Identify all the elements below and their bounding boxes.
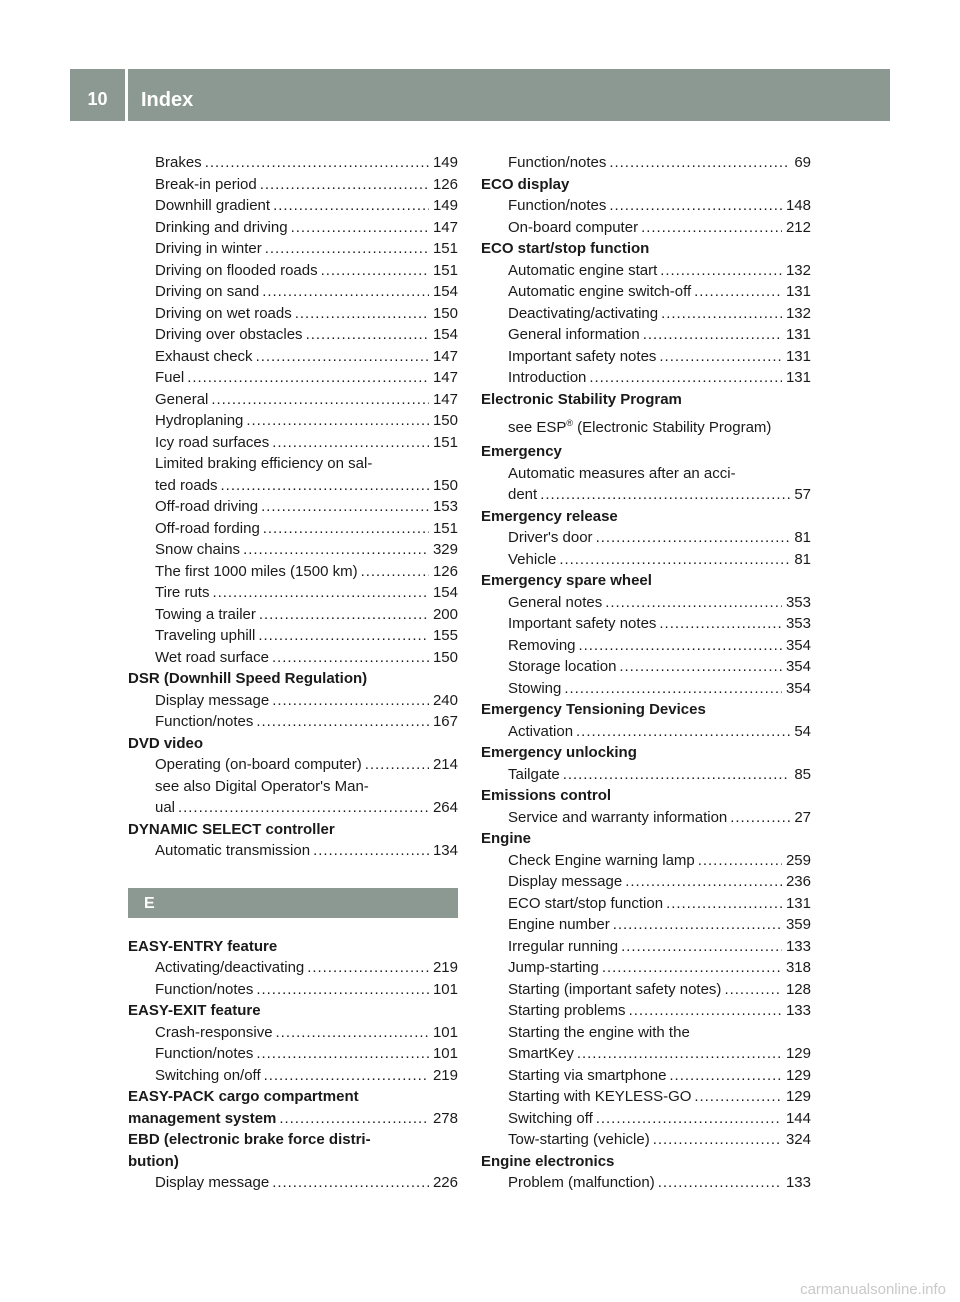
page-ref: 147 bbox=[432, 218, 458, 236]
index-subentry bbox=[481, 721, 811, 743]
entry-label: Fuel bbox=[155, 369, 185, 386]
index-group bbox=[481, 195, 811, 238]
page-ref: 147 bbox=[432, 347, 458, 365]
entry-label: Automatic transmission bbox=[155, 842, 311, 859]
entry-label: Problem (malfunction) bbox=[508, 1174, 655, 1191]
page-ref: 101 bbox=[432, 980, 458, 998]
entry-label: Downhill gradient bbox=[155, 197, 271, 214]
entry-label: SmartKey bbox=[508, 1045, 574, 1062]
page-ref: 131 bbox=[785, 283, 811, 300]
page-ref: 324 bbox=[785, 1131, 811, 1148]
entry-label: Crash-responsive bbox=[155, 1023, 273, 1041]
index-heading: Emergency release bbox=[481, 507, 618, 525]
page-ref: 151 bbox=[432, 433, 458, 451]
index-subentry bbox=[481, 764, 811, 786]
entry-label: General bbox=[155, 390, 209, 408]
index-subentry bbox=[128, 711, 458, 733]
page-ref: 353 bbox=[785, 615, 811, 632]
entry-label: Traveling uphill bbox=[155, 627, 256, 644]
entry-label: Function/notes bbox=[155, 713, 254, 730]
index-heading: Emergency bbox=[481, 443, 562, 460]
page-ref: 264 bbox=[432, 799, 458, 816]
index-see-reference: see ESP® (Electronic Stability Program) bbox=[508, 418, 772, 436]
page-ref: 129 bbox=[785, 1066, 811, 1084]
letter-divider: E bbox=[128, 888, 458, 918]
index-subentry bbox=[481, 527, 811, 549]
entry-label: Engine number bbox=[508, 916, 610, 933]
page-ref: 129 bbox=[785, 1045, 811, 1062]
page-ref: 167 bbox=[432, 713, 458, 730]
page-ref: 226 bbox=[432, 1174, 458, 1191]
page-ref: 154 bbox=[432, 584, 458, 601]
index-subentry bbox=[481, 1000, 811, 1022]
index-subentry bbox=[128, 217, 458, 239]
page-ref: 354 bbox=[785, 636, 811, 654]
page-ref: 154 bbox=[432, 326, 458, 343]
page-ref: 131 bbox=[785, 894, 811, 912]
page-ref: 144 bbox=[785, 1109, 811, 1127]
index-subentry bbox=[128, 152, 458, 174]
index-group bbox=[481, 764, 811, 786]
page-ref: 154 bbox=[432, 283, 458, 300]
index-group bbox=[128, 1022, 458, 1087]
entry-label: dent bbox=[508, 486, 538, 503]
entry-label: Starting with KEYLESS-GO bbox=[508, 1088, 692, 1105]
page-ref: 131 bbox=[785, 369, 811, 386]
index-subentry bbox=[481, 281, 811, 303]
entry-label: Check Engine warning lamp bbox=[508, 851, 695, 869]
page-ref: 148 bbox=[785, 197, 811, 214]
page-ref: 133 bbox=[785, 1002, 811, 1019]
index-heading: DSR (Downhill Speed Regulation) bbox=[128, 670, 368, 687]
page-ref: 318 bbox=[785, 959, 811, 976]
index-subentry bbox=[481, 635, 811, 657]
index-subentry bbox=[128, 281, 458, 303]
index-subentry bbox=[481, 324, 811, 346]
index-subentry bbox=[481, 1129, 811, 1151]
index-subentry bbox=[128, 840, 458, 862]
index-subentry bbox=[481, 1043, 811, 1065]
index-group bbox=[481, 527, 811, 570]
page-ref: 151 bbox=[432, 240, 458, 257]
index-subentry bbox=[128, 539, 458, 561]
index-subentry bbox=[128, 174, 458, 196]
index-subentry bbox=[481, 807, 811, 829]
page-ref: 219 bbox=[432, 1066, 458, 1084]
index-subentry bbox=[128, 496, 458, 518]
watermark: carmanualsonline.info bbox=[800, 1281, 946, 1298]
index-group bbox=[128, 1172, 458, 1194]
index-column-right bbox=[481, 152, 811, 1194]
entry-label: Function/notes bbox=[508, 154, 607, 171]
page-ref: 150 bbox=[432, 476, 458, 494]
page-ref: 133 bbox=[785, 937, 811, 955]
index-group bbox=[128, 957, 458, 1000]
entry-label: ted roads bbox=[155, 476, 218, 494]
index-subentry bbox=[128, 260, 458, 282]
page-ref: 131 bbox=[785, 347, 811, 365]
index-group bbox=[128, 152, 458, 453]
index-entry-continued: Starting the engine with the bbox=[508, 1023, 690, 1041]
entry-label: Activating/deactivating bbox=[155, 959, 305, 976]
page-ref: 200 bbox=[432, 605, 458, 623]
index-subentry bbox=[481, 914, 811, 936]
page-ref: 131 bbox=[785, 326, 811, 343]
entry-label: Irregular running bbox=[508, 937, 619, 955]
index-subentry bbox=[481, 592, 811, 614]
entry-label: Exhaust check bbox=[155, 347, 253, 365]
page-ref: 57 bbox=[794, 486, 811, 503]
page-ref: 54 bbox=[794, 722, 811, 740]
entry-label: Function/notes bbox=[155, 1045, 254, 1062]
page-ref: 149 bbox=[432, 154, 458, 171]
page-ref: 214 bbox=[432, 756, 458, 773]
entry-label: On-board computer bbox=[508, 218, 639, 236]
page-ref: 81 bbox=[794, 550, 811, 568]
index-heading: EASY-PACK cargo compartment bbox=[128, 1088, 359, 1105]
entry-label: Display message bbox=[155, 691, 270, 709]
index-subentry bbox=[481, 656, 811, 678]
page-ref: 353 bbox=[785, 593, 811, 611]
page-ref: 219 bbox=[432, 959, 458, 976]
index-subentry bbox=[128, 195, 458, 217]
index-subentry bbox=[481, 484, 811, 506]
index-heading: Emergency unlocking bbox=[481, 744, 637, 761]
page-ref: 147 bbox=[432, 369, 458, 386]
page-ref: 69 bbox=[794, 154, 811, 171]
index-subentry bbox=[481, 367, 811, 389]
index-subentry bbox=[128, 957, 458, 979]
entry-label: Hydroplaning bbox=[155, 412, 244, 429]
entry-label: Break-in period bbox=[155, 175, 257, 193]
index-heading: ECO display bbox=[481, 175, 570, 193]
index-heading: Emergency Tensioning Devices bbox=[481, 701, 706, 718]
entry-label: Function/notes bbox=[155, 980, 254, 998]
index-heading-page: management system . . . 278 bbox=[128, 1108, 458, 1130]
index-heading: Electronic Stability Program bbox=[481, 390, 682, 408]
index-subentry bbox=[481, 979, 811, 1001]
index-subentry bbox=[481, 549, 811, 571]
page-ref: 354 bbox=[785, 658, 811, 675]
entry-label: Driving over obstacles bbox=[155, 326, 303, 343]
index-subentry bbox=[481, 217, 811, 239]
page-ref: 101 bbox=[432, 1023, 458, 1041]
entry-label: The first 1000 miles (1500 km) bbox=[155, 562, 358, 580]
entry-label: Function/notes bbox=[508, 197, 607, 214]
page-ref: 151 bbox=[432, 519, 458, 537]
index-column-left bbox=[128, 152, 458, 1194]
index-heading: Emissions control bbox=[481, 787, 612, 804]
entry-label: Brakes bbox=[155, 154, 202, 171]
entry-label: Towing a trailer bbox=[155, 605, 256, 623]
index-subentry bbox=[128, 582, 458, 604]
index-heading: Engine bbox=[481, 830, 532, 847]
entry-label: Storage location bbox=[508, 658, 617, 675]
entry-label: Driving on flooded roads bbox=[155, 261, 318, 279]
index-heading: Emergency spare wheel bbox=[481, 572, 652, 589]
index-subentry bbox=[128, 1172, 458, 1194]
index-heading: EASY-ENTRY feature bbox=[128, 937, 278, 955]
page-ref: 149 bbox=[432, 197, 458, 214]
index-group bbox=[481, 260, 811, 389]
index-subentry bbox=[128, 303, 458, 325]
entry-label: Automatic engine start bbox=[508, 261, 658, 279]
index-entry-continued: see also Digital Operator's Man- bbox=[155, 777, 369, 795]
index-subentry bbox=[128, 518, 458, 540]
page-ref: 132 bbox=[785, 304, 811, 322]
entry-label: Switching on/off bbox=[155, 1066, 261, 1084]
header-divider bbox=[125, 69, 128, 121]
index-subentry bbox=[128, 647, 458, 669]
page-ref: 212 bbox=[785, 218, 811, 236]
entry-label: Starting problems bbox=[508, 1002, 626, 1019]
index-subentry bbox=[128, 324, 458, 346]
index-subentry bbox=[481, 850, 811, 872]
page-ref: 150 bbox=[432, 304, 458, 322]
entry-label: Driving in winter bbox=[155, 240, 262, 257]
index-subentry bbox=[128, 475, 458, 497]
index-group bbox=[481, 1172, 811, 1194]
index-subentry bbox=[128, 1065, 458, 1087]
index-subentry bbox=[128, 625, 458, 647]
index-subentry bbox=[128, 410, 458, 432]
page-ref: 129 bbox=[785, 1088, 811, 1105]
index-subentry bbox=[128, 754, 458, 776]
page-ref: 133 bbox=[785, 1174, 811, 1191]
index-subentry bbox=[128, 979, 458, 1001]
entry-label: Removing bbox=[508, 636, 576, 654]
index-subentry bbox=[128, 797, 458, 819]
index-subentry bbox=[481, 871, 811, 893]
index-heading: EBD (electronic brake force distri- bbox=[128, 1131, 371, 1148]
index-group bbox=[128, 840, 458, 862]
index-subentry bbox=[481, 152, 811, 174]
index-subentry bbox=[128, 432, 458, 454]
index-heading: Engine electronics bbox=[481, 1152, 615, 1170]
entry-label: General information bbox=[508, 326, 640, 343]
index-subentry bbox=[481, 1172, 811, 1194]
index-subentry bbox=[481, 1086, 811, 1108]
entry-label: Important safety notes bbox=[508, 615, 657, 632]
index-group bbox=[481, 721, 811, 743]
page-ref: 85 bbox=[794, 765, 811, 783]
index-subentry bbox=[481, 893, 811, 915]
entry-label: Driving on wet roads bbox=[155, 304, 292, 322]
page-ref: 132 bbox=[785, 261, 811, 279]
index-group bbox=[128, 496, 458, 668]
entry-label: Tailgate bbox=[508, 765, 560, 783]
page-ref: 150 bbox=[432, 648, 458, 666]
index-subentry bbox=[481, 1108, 811, 1130]
index-heading: DYNAMIC SELECT controller bbox=[128, 820, 335, 838]
page-ref: 359 bbox=[785, 916, 811, 933]
entry-label: General notes bbox=[508, 593, 603, 611]
entry-label: Driving on sand bbox=[155, 283, 260, 300]
page-ref: 236 bbox=[785, 873, 811, 890]
entry-label: Automatic engine switch-off bbox=[508, 283, 692, 300]
index-heading: EASY-EXIT feature bbox=[128, 1002, 261, 1019]
index-subentry bbox=[128, 561, 458, 583]
entry-label: Introduction bbox=[508, 369, 587, 386]
entry-label: ECO start/stop function bbox=[508, 894, 664, 912]
index-subentry bbox=[128, 238, 458, 260]
page-ref: 128 bbox=[785, 980, 811, 998]
entry-label: Off-road fording bbox=[155, 519, 260, 537]
index-subentry bbox=[128, 690, 458, 712]
page-ref: 126 bbox=[432, 175, 458, 193]
entry-label: Driver's door bbox=[508, 529, 593, 546]
entry-label: Snow chains bbox=[155, 541, 241, 558]
index-heading: ECO start/stop function bbox=[481, 240, 650, 257]
entry-label: Starting (important safety notes) bbox=[508, 980, 722, 998]
page-ref: 151 bbox=[432, 261, 458, 279]
index-group bbox=[128, 690, 458, 733]
entry-label: Tire ruts bbox=[155, 584, 210, 601]
page-ref: 240 bbox=[432, 691, 458, 709]
entry-label: Service and warranty information bbox=[508, 808, 728, 826]
entry-label: Off-road driving bbox=[155, 498, 259, 515]
page-ref: 147 bbox=[432, 390, 458, 408]
entry-label: Display message bbox=[155, 1174, 270, 1191]
index-group bbox=[481, 1065, 811, 1151]
index-subentry bbox=[128, 389, 458, 411]
index-subentry bbox=[481, 195, 811, 217]
entry-label: Tow-starting (vehicle) bbox=[508, 1131, 650, 1148]
index-subentry bbox=[128, 1022, 458, 1044]
index-subentry bbox=[481, 346, 811, 368]
index-subentry bbox=[128, 1043, 458, 1065]
index-subentry bbox=[128, 346, 458, 368]
entry-label: Jump-starting bbox=[508, 959, 599, 976]
index-group bbox=[481, 807, 811, 829]
index-entry-continued: Automatic measures after an acci- bbox=[508, 464, 736, 482]
entry-label: Icy road surfaces bbox=[155, 433, 270, 451]
entry-label: Important safety notes bbox=[508, 347, 657, 365]
section-title: Index bbox=[141, 89, 194, 111]
index-entry-continued: Limited braking efficiency on sal- bbox=[155, 455, 373, 472]
page-ref: 150 bbox=[432, 412, 458, 429]
index-subentry bbox=[481, 957, 811, 979]
entry-label: Stowing bbox=[508, 679, 562, 697]
page-ref: 134 bbox=[432, 842, 458, 859]
entry-label: Deactivating/activating bbox=[508, 304, 659, 322]
index-subentry bbox=[481, 613, 811, 635]
index-heading: bution) bbox=[128, 1152, 179, 1170]
page-ref: 27 bbox=[794, 808, 811, 826]
index-heading: DVD video bbox=[128, 734, 204, 752]
index-subentry bbox=[481, 303, 811, 325]
entry-label: Vehicle bbox=[508, 550, 557, 568]
index-group bbox=[481, 592, 811, 700]
index-subentry bbox=[128, 367, 458, 389]
page-ref: 155 bbox=[432, 627, 458, 644]
index-subentry bbox=[128, 604, 458, 626]
entry-label: Display message bbox=[508, 873, 623, 890]
page-ref: 329 bbox=[432, 541, 458, 558]
entry-label: ual bbox=[155, 799, 176, 816]
entry-label: Starting via smartphone bbox=[508, 1066, 667, 1084]
entry-label: Operating (on-board computer) bbox=[155, 756, 362, 773]
entry-label: Switching off bbox=[508, 1109, 593, 1127]
entry-label: Activation bbox=[508, 722, 574, 740]
page-number: 10 bbox=[87, 89, 108, 109]
index-subentry bbox=[481, 260, 811, 282]
index-group bbox=[481, 850, 811, 1022]
page-ref: 153 bbox=[432, 498, 458, 515]
page-ref: 126 bbox=[432, 562, 458, 580]
index-subentry bbox=[481, 678, 811, 700]
entry-label: Drinking and driving bbox=[155, 218, 288, 236]
index-subentry bbox=[481, 1065, 811, 1087]
page-ref: 81 bbox=[794, 529, 811, 546]
index-subentry bbox=[481, 936, 811, 958]
page-ref: 101 bbox=[432, 1045, 458, 1062]
page-ref: 278 bbox=[432, 1109, 458, 1127]
page-ref: 354 bbox=[785, 679, 811, 697]
page-ref: 259 bbox=[785, 851, 811, 869]
entry-label: Wet road surface bbox=[155, 648, 269, 666]
